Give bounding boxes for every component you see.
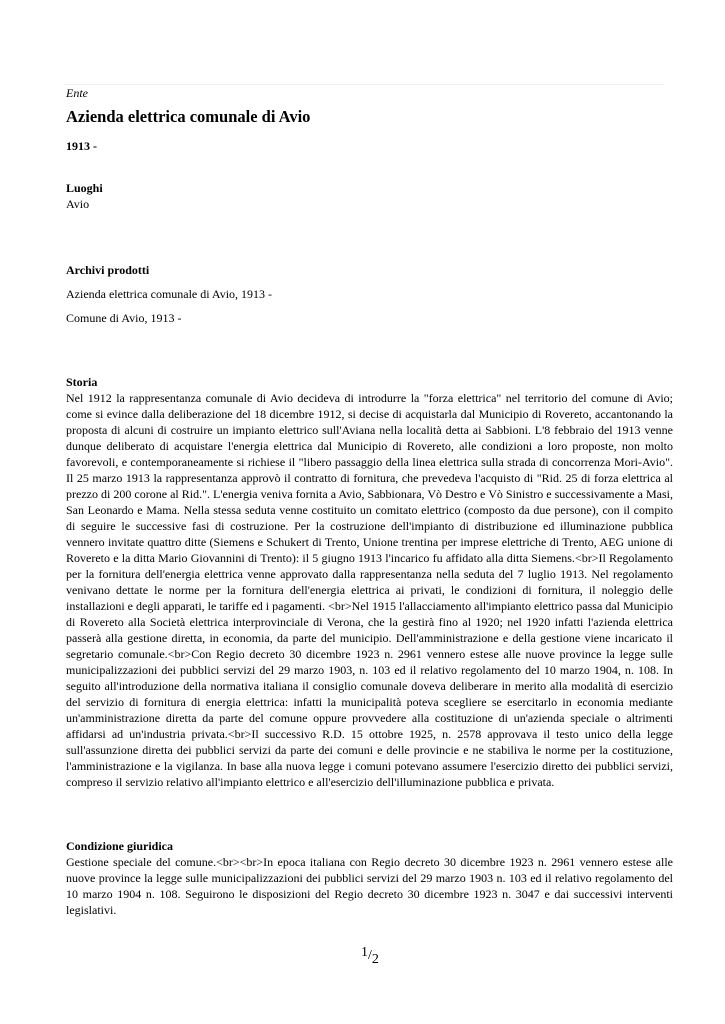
luoghi-heading: Luoghi xyxy=(66,181,103,195)
page-total: 2 xyxy=(371,952,379,967)
luoghi-value: Avio xyxy=(66,197,90,211)
condizione-section xyxy=(66,838,673,918)
entity-dates: 1913 - xyxy=(66,139,97,153)
condizione-text: Gestione speciale del comune.<br><br>In epoca italiana con Regio decreto 30 dicembre 1923 n. 2961 vennero estese alle nuove province la legge sulle municipalizzazioni dei pubblici servizi del 29 marzo 1903 n. 103 ed il relativo regolamento del 10 marzo 1904 n. 108. Seguirono le disposizioni del Regio decreto 30 dicembre 1923 n. 3047 e dai successivi interventi legislativi. xyxy=(66,855,673,917)
archivi-heading: Archivi prodotti xyxy=(66,263,150,277)
page-title: Azienda elettrica comunale di Avio xyxy=(66,107,311,126)
entity-type-label: Ente xyxy=(66,86,88,100)
storia-text: Nel 1912 la rappresentanza comunale di Avio decideva di introdurre la "forza elettrica" nel territorio del comune di Avio; come si evince dalla deliberazione del 18 dicembre 1912, si decise di acquistarla dal Municipio di Rovereto, accantonando la proposta di alcuni di costruire un impianto elettrico sull'Aviana nella località detta ai Sabbioni. L'8 febbraio del 1913 venne dunque deliberato di acquistare l'energia elettrica dal Municipio di Rovereto, alle condizioni a loro proposte, non molto favorevoli, e contemporaneamente si richiese il "libero passaggio della linea elettrica sulla strada di concorrenza Mori-Avio". Il 25 marzo 1913 la rappresentanza approvò il contratto di fornitura, che prevedeva l'acquisto di "Rid. 25 di forza elettrica al prezzo di 200 corone al Rid.". L'energia veniva fornita a Avio, Sabbionara, Vò Destro e Vò Sinistro e successivamente a Masi, San Leonardo e Mama. Nella stessa seduta venne costituito un comitato elettrico (composto da due persone), con il compito di seguire le successive fasi di costruzione. Per la costruzione dell'impianto di distribuzione ed illuminazione pubblica vennero invitate quattro ditte (Siemens e Schukert di Trento, Unione trentina per imprese elettriche di Trento, AEG unione di Rovereto e la ditta Mario Giovannini di Trento): il 5 giugno 1913 l'incarico fu affidato alla ditta Siemens.<br>Il Regolamento per la fornitura dell'energia elettrica venne approvato dalla rappresentanza nella seduta del 7 luglio 1913. Nel regolamento venivano dettate le norme per la fornitura dell'energia elettrica ai privati, le condizioni di fornitura, il noleggio delle installazioni e degli apparati, le tariffe ed i pagamenti. <br>Nel 1915 l'allacciamento all'impianto elettrico passa dal Municipio di Rovereto alla Società elettrica interprovinciale di Verona, che la gestirà fino al 1920; nel 1920 infatti l'azienda elettrica passerà alla gestione diretta, in economia, da parte del municipio. Dell'amministrazione e della gestione viene incaricato il segretario comunale.<br>Con Regio decreto 30 dicembre 1923 n. 2961 vennero estese alle nuove province la legge sulle municipalizzazioni dei pubblici servizi del 29 marzo 1903, n. 103 ed il relativo regolamento del 10 marzo 1904, n. 108. In seguito all'introduzione della normativa italiana il consiglio comunale doveva deliberare in merito alla modalità di esercizio del servizio di fornitura di energia elettrica: infatti la municipalità poteva scegliere se esercitarlo in economia mediante un'amministrazione diretta da parte del comune oppure provvedere alla costituzione di un'azienda speciale o altrimenti affidarsi ad un'industria privata.<br>Il successivo R.D. 15 ottobre 1925, n. 2578 approvava il testo unico della legge sull'assunzione diretta dei pubblici servizi da parte dei comuni e delle provincie e ne stabiliva le norme per la costituzione, l'amministrazione e la vigilanza. In base alla nuova legge i comuni potevano assumere l'esercizio diretto dei pubblici servizi, compreso il servizio relativo all'impianto elettrico e all'esercizio dell'illuminazione pubblica e privata. xyxy=(66,391,673,789)
page-current: 1 xyxy=(361,945,368,960)
page-number: 1/2 xyxy=(361,945,379,967)
archivi-item: Comune di Avio, 1913 - xyxy=(66,311,182,325)
luoghi-section xyxy=(66,180,103,212)
archivi-item: Azienda elettrica comunale di Avio, 1913 - xyxy=(66,287,273,301)
header-divider xyxy=(64,84,664,85)
archivi-section xyxy=(66,263,272,325)
condizione-heading: Condizione giuridica xyxy=(66,839,174,853)
storia-heading: Storia xyxy=(66,375,98,389)
storia-section xyxy=(66,374,673,790)
